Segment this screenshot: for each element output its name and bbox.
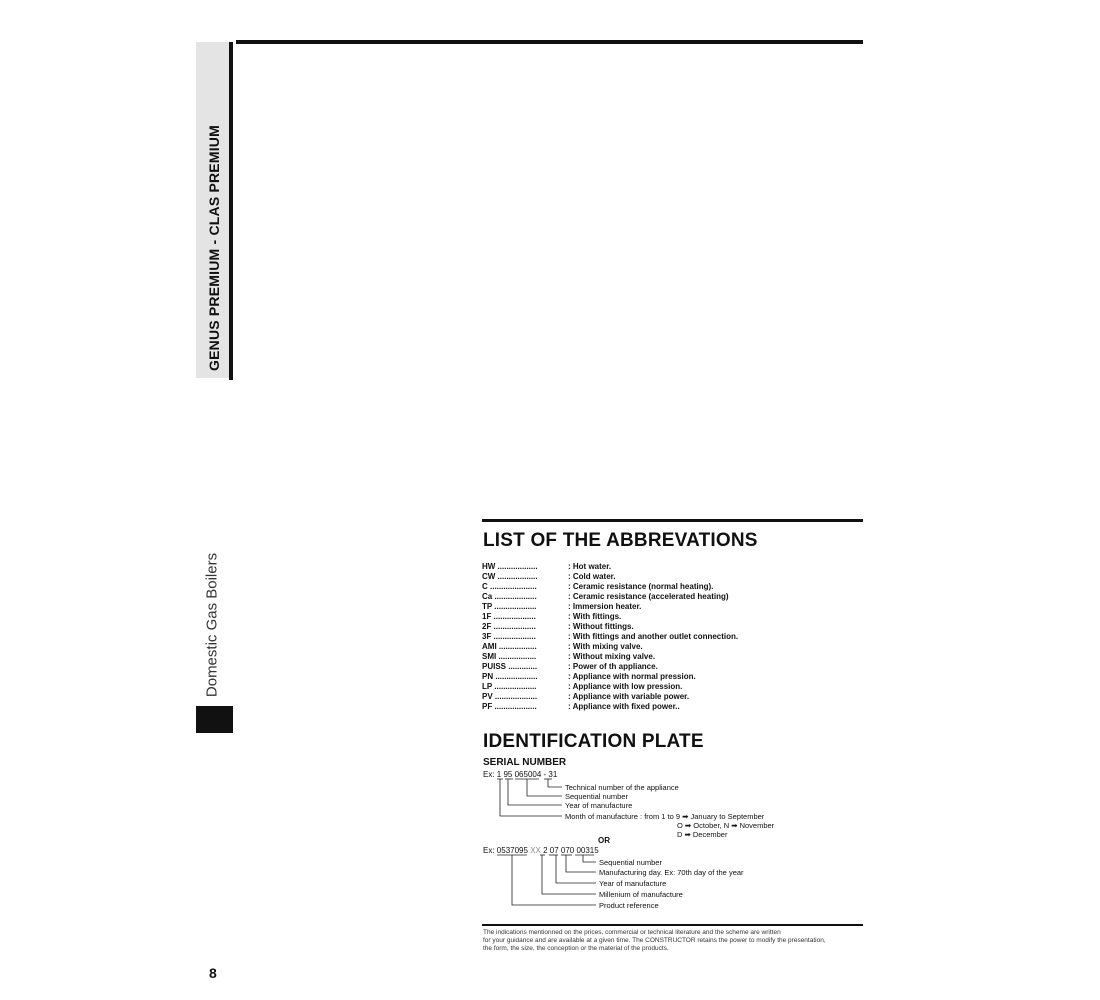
sidebar-subtitle: Domestic Gas Boilers <box>203 552 221 698</box>
footer-line-1: The indications mentionned on the prices, commercial or technical literature and the scheme are written <box>483 929 781 936</box>
abbreviation-definition: : Ceramic resistance (normal heating). <box>568 582 714 591</box>
abbreviation-definition: : Without fittings. <box>568 622 634 631</box>
abbreviation-row <box>482 602 862 612</box>
abbreviation-row <box>482 572 862 582</box>
footer-rule <box>482 924 863 926</box>
abbreviations-heading: LIST OF THE ABBREVATIONS <box>483 530 758 551</box>
ex1-leader-technical <box>548 779 562 787</box>
sidebar-rule <box>229 42 233 380</box>
abbreviation-definition: : With fittings. <box>568 612 622 621</box>
or-separator: OR <box>598 836 610 845</box>
abbreviation-definition: : Without mixing valve. <box>568 652 656 661</box>
top-rule <box>236 40 863 44</box>
ex1-month-october: O ➡ October, N ➡ November <box>677 821 775 830</box>
example-2-serial: 2 07 070 00315 <box>543 846 599 855</box>
abbreviation-row <box>482 652 862 662</box>
footer-line-2: for your guidance and are available at a given time. The CONSTRUCTOR retains the power to modify the presentation, <box>483 937 826 944</box>
abbreviation-code: TP ................... <box>482 602 537 611</box>
ex2-label-millenium: Millenium of manufacture <box>599 890 683 899</box>
identification-heading: IDENTIFICATION PLATE <box>483 731 704 752</box>
example-2-code <box>483 846 599 855</box>
example-2-prefix: Ex: <box>483 846 495 855</box>
abbreviation-definition: : Ceramic resistance (accelerated heating) <box>568 592 729 601</box>
page-number: 8 <box>209 965 217 981</box>
abbreviation-definition: : Appliance with normal pression. <box>568 672 696 681</box>
abbreviation-code: C ..................... <box>482 582 537 591</box>
ex1-label-technical-number: Technical number of the appliance <box>565 783 679 792</box>
abbreviation-code: 3F ................... <box>482 632 536 641</box>
sidebar-marker <box>196 706 233 733</box>
abbreviation-row <box>482 592 862 602</box>
abbreviation-row <box>482 672 862 682</box>
abbreviation-code: 2F ................... <box>482 622 536 631</box>
abbreviation-code: 1F ................... <box>482 612 536 621</box>
abbreviation-row <box>482 642 862 652</box>
abbreviation-definition: : With fittings and another outlet connection. <box>568 632 739 641</box>
sidebar-title: GENUS PREMIUM - CLAS PREMIUM <box>206 125 222 371</box>
abbreviation-definition: : Power of th appliance. <box>568 662 658 671</box>
abbreviation-definition: : With mixing valve. <box>568 642 643 651</box>
ex1-label-month: Month of manufacture : from 1 to 9 ➡ January to September <box>565 812 765 821</box>
ex1-month-december: D ➡ December <box>677 830 728 839</box>
ex2-label-sequential-number: Sequential number <box>599 858 662 867</box>
abbreviation-code: SMI ................. <box>482 652 537 661</box>
abbreviation-row <box>482 662 862 672</box>
ex1-label-sequential-number: Sequential number <box>565 792 628 801</box>
serial-number-label: SERIAL NUMBER <box>483 757 567 768</box>
ex2-label-product-reference: Product reference <box>599 901 659 910</box>
abbreviation-definition: : Hot water. <box>568 562 612 571</box>
ex2-leader-year <box>556 855 596 883</box>
example-2-xx: XX <box>530 846 541 855</box>
ex2-leader-millenium <box>542 855 596 894</box>
ex2-leader-day <box>566 855 596 872</box>
ex2-leader-reference <box>512 855 596 905</box>
abbreviation-definition: : Appliance with fixed power.. <box>568 702 680 711</box>
ex2-leader-sequential <box>583 855 596 862</box>
abbreviation-row <box>482 702 862 712</box>
example-1-code <box>483 770 557 779</box>
ex2-label-year: Year of manufacture <box>599 879 667 888</box>
abbreviation-definition: : Appliance with variable power. <box>568 692 690 701</box>
abbreviation-row <box>482 582 862 592</box>
abbreviation-row <box>482 612 862 622</box>
example-1-serial: 1 95 065004 - 31 <box>496 770 558 779</box>
abbreviation-row <box>482 562 862 572</box>
ex1-leader-year <box>508 779 562 805</box>
abbreviation-row <box>482 682 862 692</box>
abbreviation-definition: : Appliance with low pression. <box>568 682 683 691</box>
ex1-leader-month <box>500 779 562 816</box>
abbreviation-row <box>482 632 862 642</box>
footer-line-3: the form, the size, the conception or the material of the products. <box>483 945 669 952</box>
example-2-reference: 0537095 <box>496 846 528 855</box>
abbreviation-code: AMI ................. <box>482 642 537 651</box>
ex2-label-manufacturing-day: Manufacturing day. Ex: 70th day of the year <box>599 868 744 877</box>
abbreviations-list <box>482 562 862 712</box>
abbreviation-code: PF ................... <box>482 702 537 711</box>
abbreviation-row <box>482 692 862 702</box>
ex1-label-year: Year of manufacture <box>565 801 633 810</box>
abbreviation-code: PUISS ............. <box>482 662 538 671</box>
abbreviation-code: PV ................... <box>482 692 538 701</box>
abbreviation-code: LP ................... <box>482 682 537 691</box>
abbreviation-code: HW .................. <box>482 562 538 571</box>
section-rule <box>482 519 863 522</box>
abbreviation-definition: : Cold water. <box>568 572 616 581</box>
abbreviation-code: CW .................. <box>482 572 538 581</box>
abbreviation-definition: : Immersion heater. <box>568 602 642 611</box>
abbreviation-code: Ca ................... <box>482 592 537 601</box>
ex1-leader-sequential <box>527 779 562 796</box>
example-1-prefix: Ex: <box>483 770 495 779</box>
abbreviation-row <box>482 622 862 632</box>
abbreviation-code: PN ................... <box>482 672 538 681</box>
